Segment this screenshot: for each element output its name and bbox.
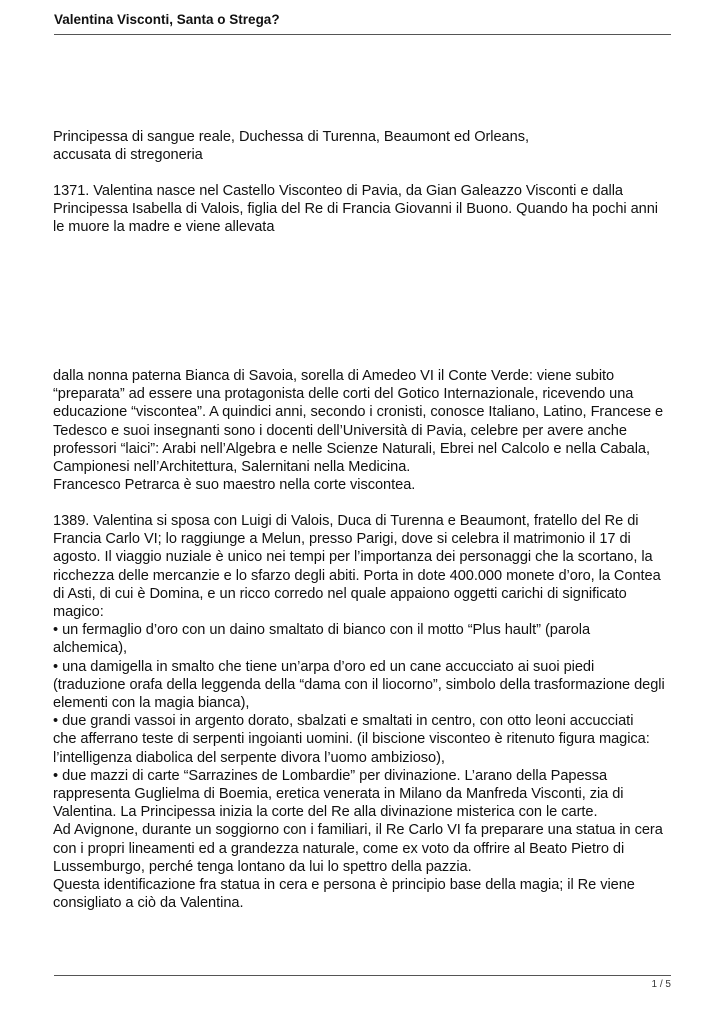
text-line: professori “laici”: Arabi nell’Algebra e nelle Scienze Naturali, Ebrei nel Calcolo e nella Cabala, — [53, 440, 651, 457]
text-line: 1389. Valentina si sposa con Luigi di Valois, Duca di Turenna e Beaumont, fratello del Re di — [53, 513, 639, 529]
footer-divider — [54, 975, 671, 976]
text-line: rappresenta Guglielma di Boemia, eretica venerata in Milano da Manfreda Visconti, zia di — [53, 786, 624, 803]
text-line: Francia Carlo VI; lo raggiunge a Melun, presso Parigi, dove si celebra il matrimonio il 17 di — [53, 531, 631, 548]
text-line: agosto. Il viaggio nuziale è unico nei tempi per l’importanza dei personaggi che la scortano, la — [53, 549, 653, 566]
page-header — [54, 11, 671, 35]
text-line: 1371. Valentina nasce nel Castello Visconteo di Pavia, da Gian Galeazzo Visconti e dalla — [53, 183, 623, 199]
text-line: Principessa Isabella di Valois, figlia del Re di Francia Giovanni il Buono. Quando ha pochi anni — [53, 201, 658, 218]
text-line: educazione “viscontea”. A quindici anni, secondo i cronisti, conosce Italiano, Latino, Francese e — [53, 404, 664, 421]
paragraph-intro — [53, 128, 673, 164]
text-line: Francesco Petrarca è suo maestro nella corte viscontea. — [53, 477, 416, 494]
text-line: Questa identificazione fra statua in cera e persona è principio base della magia; il Re viene — [53, 877, 635, 894]
text-line: l’intelligenza diabolica del serpente divora l’uomo ambizioso), — [53, 749, 445, 766]
text-line: elementi con la magia bianca), — [53, 695, 250, 712]
bullet-item-line: • un fermaglio d’oro con un daino smaltato di bianco con il motto “Plus hault” (parola — [53, 622, 591, 639]
text-line: alchemica), — [53, 640, 128, 657]
text-line: che afferrano teste di serpenti ingoianti uomini. (il biscione visconteo è ritenuto figura magica: — [53, 731, 650, 748]
text-line: consigliato a ciò da Valentina. — [53, 895, 244, 912]
text-line: con i propri lineamenti ed a grandezza naturale, come ex voto da offrire al Beato Pietro di — [53, 840, 625, 857]
text-line: Tedesco e suoi insegnanti sono i docenti dell’Università di Pavia, celebre per avere anche — [53, 422, 627, 439]
text-line: le muore la madre e viene allevata — [53, 219, 275, 236]
text-line: di Asti, di cui è Domina, e un ricco corredo nel quale appaiono oggetti carichi di significato — [53, 585, 627, 602]
text-line: ricchezza delle mercanzie e lo sfarzo degli abiti. Porta in dote 400.000 monete d’oro, la Contea — [53, 567, 661, 584]
text-line: accusata di stregoneria — [53, 147, 203, 164]
text-line: Ad Avignone, durante un soggiorno con i familiari, il Re Carlo VI fa preparare una statua in cera — [53, 822, 663, 839]
text-line: Principessa di sangue reale, Duchessa di Turenna, Beaumont ed Orleans, — [53, 129, 529, 145]
text-line: magico: — [53, 604, 104, 621]
page-footer — [54, 975, 671, 990]
document-title: Valentina Visconti, Santa o Strega? — [54, 12, 280, 27]
paragraph-1389 — [53, 512, 673, 912]
bullet-item-line: • due mazzi di carte “Sarrazines de Lombardie” per divinazione. L’arano della Papessa — [53, 767, 608, 784]
text-line: Valentina. La Principessa inizia la corte del Re alla divinazione misterica con le carte. — [53, 804, 598, 821]
text-line: (traduzione orafa della leggenda della “dama con il liocorno”, simbolo della trasformazione degli — [53, 676, 665, 693]
paragraph-1371 — [53, 182, 673, 237]
bullet-item-line: • una damigella in smalto che tiene un’arpa d’oro ed un cane accucciato ai suoi piedi — [53, 658, 595, 675]
bullet-item-line: • due grandi vassoi in argento dorato, sbalzati e smaltati in centro, con otto leoni accucciati — [53, 713, 634, 730]
header-divider — [54, 34, 671, 35]
text-line: “preparata” ad essere una protagonista delle corti del Gotico Internazionale, ricevendo una — [53, 386, 634, 403]
text-line: dalla nonna paterna Bianca di Savoia, sorella di Amedeo VI il Conte Verde: viene subito — [53, 368, 615, 384]
page-number: 1 / 5 — [651, 979, 671, 990]
paragraph-education — [53, 367, 673, 494]
text-line: Lussemburgo, perché tenga lontano da lui lo spettro della pazzia. — [53, 858, 472, 875]
text-line: Campionesi nell’Architettura, Salernitani nella Medicina. — [53, 459, 411, 476]
